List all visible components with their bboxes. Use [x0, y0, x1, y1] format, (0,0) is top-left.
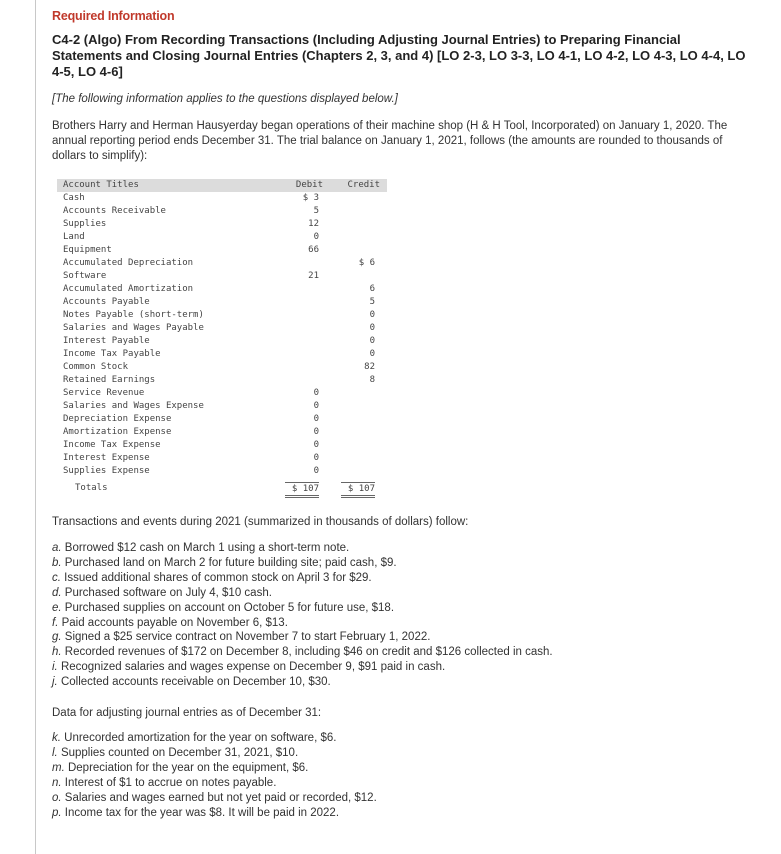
debit-cell: 0	[313, 414, 319, 424]
totals-credit: $ 107	[341, 482, 375, 498]
list-item	[52, 675, 553, 690]
table-row	[57, 387, 387, 400]
header-account-titles: Account Titles	[63, 180, 139, 190]
table-row	[57, 335, 387, 348]
item-text: Issued additional shares of common stock on April 3 for $29.	[60, 571, 372, 584]
item-letter: i.	[52, 661, 58, 674]
list-item	[52, 601, 553, 616]
left-border	[35, 0, 36, 854]
account-cell: Income Tax Expense	[63, 440, 161, 450]
account-cell: Amortization Expense	[63, 427, 172, 437]
list-item	[52, 806, 377, 821]
adjustments-heading: Data for adjusting journal entries as of December 31:	[52, 707, 322, 719]
list-item	[52, 541, 553, 556]
account-cell: Service Revenue	[63, 388, 145, 398]
table-row	[57, 322, 387, 335]
adjustments-list	[52, 731, 377, 820]
credit-cell: 8	[369, 375, 375, 385]
account-cell: Interest Expense	[63, 453, 150, 463]
table-row	[57, 374, 387, 387]
item-letter: h.	[52, 646, 62, 659]
debit-cell: 0	[313, 466, 319, 476]
item-letter: k.	[52, 732, 61, 744]
item-letter: d.	[52, 586, 62, 599]
account-cell: Notes Payable (short-term)	[63, 310, 204, 320]
credit-cell: 82	[364, 362, 375, 372]
totals-debit: $ 107	[285, 482, 319, 498]
list-item	[52, 746, 377, 761]
table-row	[57, 270, 387, 283]
trial-balance-table	[57, 179, 387, 495]
account-cell: Accounts Payable	[63, 297, 150, 307]
item-text: Paid accounts payable on November 6, $13.	[58, 616, 288, 629]
list-item	[52, 731, 377, 746]
table-row	[57, 257, 387, 270]
header-debit: Debit	[295, 180, 323, 190]
credit-cell: 6	[369, 284, 375, 294]
account-cell: Cash	[63, 193, 85, 203]
required-information-label: Required Information	[52, 9, 175, 23]
transactions-heading: Transactions and events during 2021 (summarized in thousands of dollars) follow:	[52, 516, 469, 528]
table-row	[57, 413, 387, 426]
item-letter: n.	[52, 776, 62, 789]
item-text: Purchased land on March 2 for future building site; paid cash, $9.	[61, 556, 397, 569]
table-row	[57, 309, 387, 322]
item-text: Supplies counted on December 31, 2021, $10.	[57, 746, 299, 759]
list-item	[52, 616, 553, 631]
table-row	[57, 361, 387, 374]
table-row	[57, 465, 387, 478]
item-letter: o.	[52, 791, 62, 804]
list-item	[52, 791, 377, 806]
debit-cell: 0	[313, 427, 319, 437]
table-row	[57, 439, 387, 452]
account-cell: Equipment	[63, 245, 112, 255]
item-letter: e.	[52, 601, 62, 614]
account-cell: Land	[63, 232, 85, 242]
totals-row	[57, 482, 387, 495]
item-letter: b.	[52, 556, 62, 569]
account-cell: Accumulated Depreciation	[63, 258, 194, 268]
credit-cell: 0	[369, 336, 375, 346]
transactions-list	[52, 541, 553, 690]
list-item	[52, 660, 553, 675]
item-letter: l.	[52, 746, 58, 759]
item-letter: g.	[52, 631, 62, 644]
table-row	[57, 452, 387, 465]
credit-cell: 0	[369, 310, 375, 320]
totals-label: Totals	[75, 483, 108, 493]
debit-cell: 0	[313, 453, 319, 463]
table-row	[57, 218, 387, 231]
table-body	[57, 192, 387, 478]
problem-title: C4-2 (Algo) From Recording Transactions (Including Adjusting Journal Entries) to Preparing Financial Statements and Closing Journal Entries (Chapters 2, 3, and 4) [LO 2-3, LO 3-3, LO 4-1, LO 4-2, LO 4-3, LO 4-4, LO 4-5, LO 4-6]	[52, 32, 746, 79]
item-text: Salaries and wages earned but not yet paid or recorded, $12.	[61, 791, 377, 804]
account-cell: Software	[63, 271, 107, 281]
table-row	[57, 192, 387, 205]
account-cell: Common Stock	[63, 362, 129, 372]
table-row	[57, 244, 387, 257]
item-letter: c.	[52, 571, 61, 584]
list-item	[52, 586, 553, 601]
item-letter: a.	[52, 542, 62, 554]
debit-cell: 66	[308, 245, 319, 255]
item-text: Borrowed $12 cash on March 1 using a short-term note.	[61, 542, 350, 554]
account-cell: Interest Payable	[63, 336, 150, 346]
list-item	[52, 630, 553, 645]
table-row	[57, 296, 387, 309]
item-letter: p.	[52, 806, 62, 819]
credit-cell: 0	[369, 323, 375, 333]
item-text: Purchased software on July 4, $10 cash.	[61, 586, 272, 599]
item-letter: m.	[52, 761, 65, 774]
table-row	[57, 348, 387, 361]
credit-cell: $ 6	[358, 258, 375, 268]
debit-cell: 0	[313, 232, 319, 242]
list-item	[52, 556, 553, 571]
list-item	[52, 645, 553, 660]
item-text: Income tax for the year was $8. It will be paid in 2022.	[61, 806, 340, 819]
account-cell: Retained Earnings	[63, 375, 156, 385]
list-item	[52, 571, 553, 586]
item-text: Collected accounts receivable on December 10, $30.	[57, 676, 331, 689]
account-cell: Supplies	[63, 219, 107, 229]
table-row	[57, 283, 387, 296]
credit-cell: 5	[369, 297, 375, 307]
debit-cell: $ 3	[302, 193, 319, 203]
table-row	[57, 205, 387, 218]
item-text: Interest of $1 to accrue on notes payable.	[61, 776, 277, 789]
account-cell: Salaries and Wages Payable	[63, 323, 204, 333]
item-text: Recorded revenues of $172 on December 8, including $46 on credit and $126 collected in cash.	[61, 646, 553, 659]
debit-cell: 5	[313, 206, 319, 216]
account-cell: Accounts Receivable	[63, 206, 166, 216]
header-credit: Credit	[347, 180, 380, 190]
item-text: Unrecorded amortization for the year on software, $6.	[60, 732, 337, 744]
applies-note: [The following information applies to the questions displayed below.]	[52, 93, 398, 105]
account-cell: Accumulated Amortization	[63, 284, 194, 294]
item-letter: f.	[52, 616, 59, 629]
debit-cell: 12	[308, 219, 319, 229]
list-item	[52, 776, 377, 791]
debit-cell: 0	[313, 388, 319, 398]
debit-cell: 21	[308, 271, 319, 281]
account-cell: Depreciation Expense	[63, 414, 172, 424]
table-header-row	[57, 179, 387, 192]
credit-cell: 0	[369, 349, 375, 359]
account-cell: Income Tax Payable	[63, 349, 161, 359]
debit-cell: 0	[313, 440, 319, 450]
item-text: Signed a $25 service contract on November 7 to start February 1, 2022.	[61, 631, 431, 644]
intro-paragraph: Brothers Harry and Herman Hausyerday began operations of their machine shop (H & H Tool, Incorporated) on January 1, 2020. The annual reporting period ends December 31. The trial balance on January 1, 2021, follows (the amounts are rounded to thousands of dollars to simplify):	[52, 120, 728, 162]
item-letter: j.	[52, 676, 58, 689]
item-text: Purchased supplies on account on October 5 for future use, $18.	[61, 601, 395, 614]
table-row	[57, 231, 387, 244]
account-cell: Supplies Expense	[63, 466, 150, 476]
table-row	[57, 426, 387, 439]
item-text: Depreciation for the year on the equipment, $6.	[64, 761, 309, 774]
debit-cell: 0	[313, 401, 319, 411]
table-row	[57, 400, 387, 413]
list-item	[52, 761, 377, 776]
account-cell: Salaries and Wages Expense	[63, 401, 204, 411]
item-text: Recognized salaries and wages expense on December 9, $91 paid in cash.	[57, 661, 446, 674]
